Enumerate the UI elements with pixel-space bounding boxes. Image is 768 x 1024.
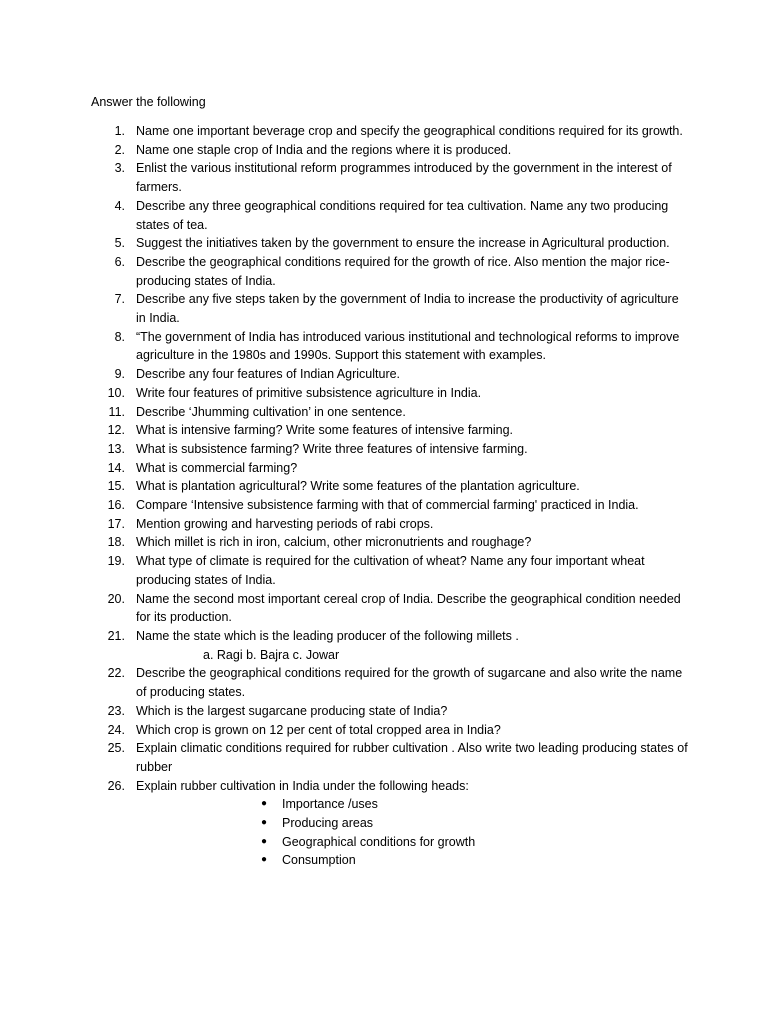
question-item xyxy=(91,159,691,196)
question-item xyxy=(91,403,691,422)
question-text: Describe ‘Jhumming cultivation’ in one sentence. xyxy=(136,404,406,419)
question-number: 14. xyxy=(107,460,125,475)
question-item xyxy=(91,328,691,365)
question-number: 8. xyxy=(114,329,125,344)
question-number: 9. xyxy=(114,367,125,382)
list-item xyxy=(136,851,691,870)
question-text: Compare ‘Intensive subsistence farming with that of commercial farming' practiced in India. xyxy=(136,498,639,513)
question-text: What is commercial farming? xyxy=(136,460,298,475)
question-text: “The government of India has introduced various institutional and technological reforms to improve agriculture in the 1980s and 1990s. Support this statement with examples. xyxy=(136,329,680,363)
list-item xyxy=(136,814,691,833)
question-text: Describe the geographical conditions required for the growth of sugarcane and also write the name of producing states. xyxy=(136,666,683,700)
question-number: 3. xyxy=(114,161,125,176)
question-text: Describe any three geographical conditions required for tea cultivation. Name any two producing states of tea. xyxy=(136,198,669,232)
question-item xyxy=(91,721,691,740)
question-text: Name one important beverage crop and specify the geographical conditions required for its growth. xyxy=(136,124,683,138)
question-number: 11. xyxy=(108,404,125,419)
question-text: What is plantation agricultural? Write some features of the plantation agriculture. xyxy=(136,479,580,494)
question-item xyxy=(91,777,691,871)
question-number: 20. xyxy=(107,591,125,606)
question-item xyxy=(91,384,691,403)
question-number: 15. xyxy=(107,479,125,494)
question-item xyxy=(91,234,691,253)
question-number: 6. xyxy=(114,254,125,269)
question-item xyxy=(91,702,691,721)
question-text: What type of climate is required for the cultivation of wheat? Name any four important wheat producing states of India. xyxy=(136,554,645,587)
question-number: 22. xyxy=(107,666,125,681)
bullet-text: Consumption xyxy=(282,853,356,868)
bullet-text: Geographical conditions for growth xyxy=(282,834,476,849)
question-item xyxy=(91,627,691,664)
question-item xyxy=(91,590,691,627)
question-item xyxy=(91,739,691,776)
question-text: Name one staple crop of India and the regions where it is produced. xyxy=(136,142,512,157)
question-number: 4. xyxy=(114,198,125,213)
bullet-text: Importance /uses xyxy=(282,797,378,812)
list-item xyxy=(136,833,691,852)
question-number: 1. xyxy=(114,124,125,138)
question-item xyxy=(91,496,691,515)
question-text: What is subsistence farming? Write three features of intensive farming. xyxy=(136,441,528,456)
question-number: 17. xyxy=(107,516,125,531)
millet-options: a. Ragi b. Bajra c. Jowar xyxy=(203,647,340,662)
bullet-icon: ● xyxy=(261,835,268,847)
question-item xyxy=(91,459,691,478)
question-item xyxy=(91,197,691,234)
bullet-icon: ● xyxy=(261,798,268,810)
question-item xyxy=(91,253,691,290)
question-text: Explain rubber cultivation in India under the following heads: xyxy=(136,778,469,793)
question-text: Which is the largest sugarcane producing state of India? xyxy=(136,703,448,718)
question-item xyxy=(91,421,691,440)
question-number: 24. xyxy=(107,722,125,737)
question-item xyxy=(91,290,691,327)
question-number: 5. xyxy=(114,236,125,251)
question-number: 25. xyxy=(107,741,125,756)
question-item xyxy=(91,477,691,496)
question-number: 21. xyxy=(107,628,125,643)
question-number: 19. xyxy=(107,554,125,569)
question-item xyxy=(91,440,691,459)
question-text: Describe any five steps taken by the government of India to increase the productivity of agriculture in India. xyxy=(136,292,679,326)
question-item xyxy=(91,122,691,141)
question-number: 13. xyxy=(107,441,125,456)
question-text: Name the state which is the leading producer of the following millets . xyxy=(136,628,519,643)
question-text: Describe the geographical conditions required for the growth of rice. Also mention the major rice-producing states of India. xyxy=(136,254,670,288)
bullet-icon: ● xyxy=(261,817,268,829)
question-number: 23. xyxy=(107,703,125,718)
question-number: 12. xyxy=(107,423,125,438)
question-list xyxy=(91,122,691,870)
question-number: 10. xyxy=(107,385,125,400)
rubber-heads-list xyxy=(136,795,691,870)
question-text: Explain climatic conditions required for rubber cultivation . Also write two leading producing states of rubber xyxy=(136,741,688,774)
question-item xyxy=(91,141,691,160)
instruction-heading: Answer the following xyxy=(91,95,206,109)
question-number: 26. xyxy=(107,778,125,793)
question-text: Which millet is rich in iron, calcium, other micronutrients and roughage? xyxy=(136,535,532,550)
question-item xyxy=(91,515,691,534)
question-item xyxy=(91,533,691,552)
question-text: Mention growing and harvesting periods of rabi crops. xyxy=(136,516,434,531)
question-number: 7. xyxy=(114,292,125,307)
question-text: Write four features of primitive subsistence agriculture in India. xyxy=(136,385,482,400)
question-item xyxy=(91,552,691,589)
question-item xyxy=(91,365,691,384)
bullet-text: Producing areas xyxy=(282,816,374,831)
question-text: What is intensive farming? Write some features of intensive farming. xyxy=(136,423,514,438)
question-number: 18. xyxy=(107,535,125,550)
list-item xyxy=(136,795,691,814)
bullet-icon: ● xyxy=(261,854,268,866)
question-text: Which crop is grown on 12 per cent of total cropped area in India? xyxy=(136,722,501,737)
question-text: Enlist the various institutional reform programmes introduced by the government in the interest of farmers. xyxy=(136,161,672,195)
question-text: Suggest the initiatives taken by the government to ensure the increase in Agricultural production. xyxy=(136,236,670,251)
question-item xyxy=(91,664,691,701)
question-text: Describe any four features of Indian Agriculture. xyxy=(136,367,401,382)
question-text: Name the second most important cereal crop of India. Describe the geographical condition needed for its production. xyxy=(136,591,681,625)
question-number: 2. xyxy=(114,142,125,157)
question-number: 16. xyxy=(107,498,125,513)
